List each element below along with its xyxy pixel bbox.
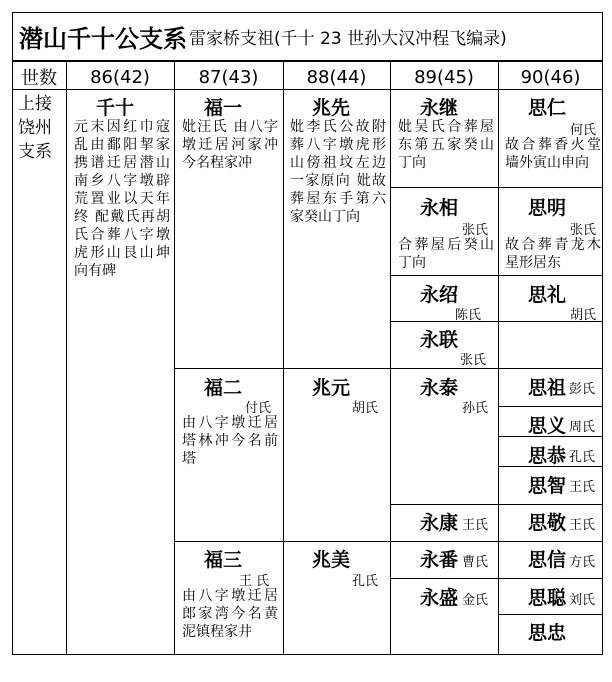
spouse-name: 王氏	[569, 480, 596, 495]
spouse-name: 孔氏	[352, 574, 379, 589]
row-divider	[498, 614, 603, 615]
spouse-name: 曹氏	[462, 555, 489, 570]
person-name: 兆先	[312, 97, 351, 119]
spouse-name: 周氏	[569, 420, 596, 435]
person-name: 兆元	[312, 377, 351, 399]
person-name: 思明	[528, 197, 567, 219]
person-name: 思聪	[528, 587, 567, 609]
header-gen-88: 88(44)	[306, 66, 367, 88]
spouse-name: 何氏	[570, 123, 597, 138]
person-notes: 妣汪氏 由八字墩迁居河家冲今名程家冲	[182, 119, 278, 171]
spouse-name: 孙氏	[462, 401, 489, 416]
row-divider	[498, 406, 603, 407]
row-divider	[390, 187, 603, 188]
column-divider	[498, 62, 499, 655]
person-name: 思敬	[528, 512, 567, 534]
person-name: 思礼	[528, 284, 567, 306]
spouse-name: 金氏	[462, 593, 489, 608]
person-name: 永继	[420, 97, 459, 119]
person-notes: 元末因红巾寇乱由鄱阳挈家携谱迁居潜山南乡八字墩辟荒置业以天年终 配戴氏再胡氏合葬八字墩虎形山艮山坤向有碑	[74, 119, 170, 279]
spouse-name: 王 氏	[239, 574, 270, 589]
person-name: 思忠	[528, 622, 567, 644]
column-divider	[66, 62, 67, 655]
person-notes: 合葬屋后癸山丁向	[398, 237, 494, 271]
row-divider	[390, 504, 603, 505]
person-notes: 故合葬香火堂墙外寅山申向	[505, 137, 601, 171]
spouse-name: 胡氏	[352, 401, 379, 416]
page-title: 潜山千十公支系	[19, 25, 187, 53]
person-name: 福二	[204, 377, 243, 399]
spouse-name: 方氏	[569, 555, 596, 570]
spouse-name: 胡氏	[570, 308, 597, 323]
row-divider	[498, 578, 603, 579]
person-name: 永泰	[420, 377, 459, 399]
spouse-name: 王氏	[569, 518, 596, 533]
spouse-name: 孔氏	[569, 450, 596, 465]
column-divider	[390, 62, 391, 655]
person-name: 兆美	[312, 549, 351, 571]
row-divider	[174, 368, 603, 369]
person-name: 思仁	[528, 97, 567, 119]
person-notes: 妣吴氏合葬屋东第五家癸山丁向	[398, 119, 494, 171]
header-gen-87: 87(43)	[198, 66, 259, 88]
header-gen-90: 90(46)	[520, 66, 581, 88]
spouse-name: 彭氏	[569, 382, 596, 397]
person-name: 永盛	[420, 587, 459, 609]
person-name: 永相	[420, 197, 459, 219]
person-notes: 由八字墩迁居塔林冲今名前塔	[182, 415, 278, 467]
row-divider	[390, 275, 603, 276]
spouse-name: 张氏	[460, 353, 487, 368]
header-label: 世数	[21, 68, 57, 89]
person-name: 福三	[204, 549, 243, 571]
person-name: 福一	[204, 97, 243, 119]
row-divider	[174, 541, 603, 542]
title-bar	[12, 12, 603, 62]
spouse-name: 张氏	[462, 223, 489, 238]
spouse-name: 陈氏	[455, 308, 482, 323]
spouse-name: 王氏	[462, 518, 489, 533]
person-name: 思恭	[528, 445, 567, 467]
person-name: 永联	[420, 329, 459, 351]
column-divider	[283, 62, 284, 655]
person-name: 永番	[420, 549, 459, 571]
person-name: 千十	[96, 97, 135, 119]
person-name: 思信	[528, 549, 567, 571]
lineage-source-label: 上接饶州支系	[18, 94, 52, 162]
spouse-name: 张氏	[570, 223, 597, 238]
header-gen-89: 89(45)	[414, 66, 474, 88]
column-divider	[174, 62, 175, 655]
person-name: 思智	[528, 475, 567, 497]
header-gen-86: 86(42)	[90, 66, 150, 88]
spouse-name: 刘氏	[569, 593, 596, 608]
person-name: 思义	[528, 415, 567, 437]
row-divider	[390, 578, 498, 579]
spouse-name: 付氏	[245, 401, 272, 416]
person-name: 永绍	[420, 284, 459, 306]
person-name: 思祖	[528, 377, 567, 399]
page-subtitle: 雷家桥支祖(千十 23 世孙大汉冲程飞编录)	[189, 29, 507, 49]
person-notes: 由八字墩迁居郎家湾今名黄泥镇程家井	[182, 588, 278, 640]
person-notes: 故合葬青龙木星形居东	[505, 237, 601, 271]
person-name: 永康	[420, 512, 459, 534]
person-notes: 妣李氏公故附葬八字墩虎形山傍祖坟左边一家原向 妣故葬屋东手第六家癸山丁向	[290, 119, 386, 225]
